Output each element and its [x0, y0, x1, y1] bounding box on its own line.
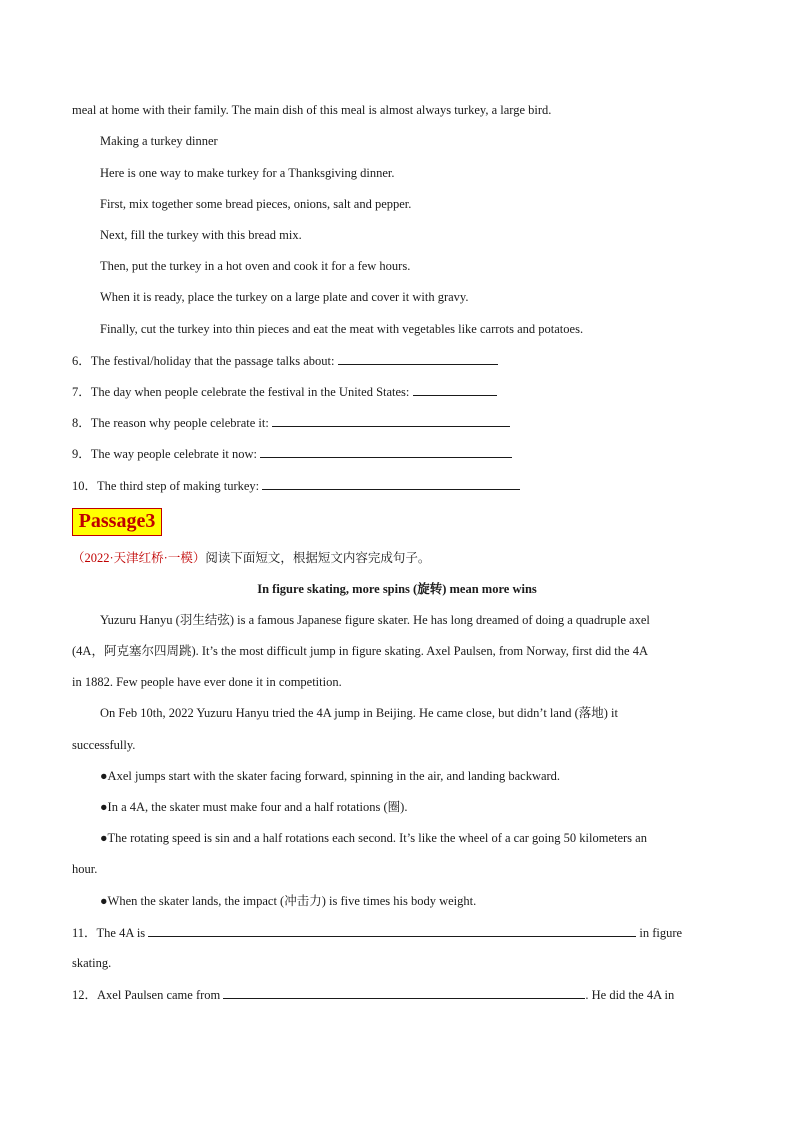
- para1-line: (4A，阿克塞尔四周跳). It’s the most difficult jump in figure skating. Axel Paulsen, from Norway, first did the 4A: [72, 644, 648, 658]
- question-11: [72, 924, 682, 941]
- para1-line: in 1882. Few people have ever done it in competition.: [72, 675, 342, 689]
- passage3-instruction: 阅读下面短文，根据短文内容完成句子。: [205, 551, 431, 565]
- answer-blank[interactable]: [413, 383, 497, 396]
- recipe-line: Next, fill the turkey with this bread mix.: [100, 228, 302, 242]
- passage3-title: In figure skating, more spins (旋转) mean more wins: [257, 582, 537, 596]
- answer-blank[interactable]: [272, 414, 510, 427]
- question-number: 12．: [72, 988, 98, 1002]
- question-number: 9．: [72, 447, 91, 461]
- question-number: 10．: [72, 479, 98, 493]
- recipe-line: First, mix together some bread pieces, onions, salt and pepper.: [100, 197, 412, 211]
- bullet-item: ●In a 4A, the skater must make four and a half rotations (圈).: [100, 800, 408, 814]
- question-number: 8．: [72, 416, 91, 430]
- recipe-line: Finally, cut the turkey into thin pieces and eat the meat with vegetables like carrots and potatoes.: [100, 322, 584, 336]
- bullet-item: ●Axel jumps start with the skater facing forward, spinning in the air, and landing backward.: [100, 769, 561, 783]
- recipe-line: Here is one way to make turkey for a Thanksgiving dinner.: [100, 166, 395, 180]
- answer-blank[interactable]: [338, 352, 498, 365]
- question-7: [72, 383, 497, 400]
- answer-blank[interactable]: [223, 986, 585, 999]
- question-11-cont: skating.: [72, 956, 112, 970]
- passage2-intro-tail: meal at home with their family. The main dish of this meal is almost always turkey, a large bird.: [72, 103, 552, 117]
- question-12: [72, 986, 674, 1003]
- question-number: 11．: [72, 926, 97, 940]
- recipe-line: When it is ready, place the turkey on a large plate and cover it with gravy.: [100, 290, 469, 304]
- bullet-item-cont: hour.: [72, 862, 98, 876]
- question-6: [72, 352, 498, 369]
- para2-line: On Feb 10th, 2022 Yuzuru Hanyu tried the 4A jump in Beijing. He came close, but didn’t land (落地) it: [100, 706, 618, 720]
- question-text: The festival/holiday that the passage talks about:: [90, 354, 335, 368]
- question-number: 6．: [72, 354, 91, 368]
- para1-line: Yuzuru Hanyu (羽生结弦) is a famous Japanese figure skater. He has long dreamed of doing a quadruple axel: [100, 613, 650, 627]
- passage3-source: （2022·天津红桥·一模）: [72, 551, 206, 565]
- question-text: The day when people celebrate the festival in the United States:: [90, 385, 410, 399]
- bullet-item: ●The rotating speed is sin and a half rotations each second. It’s like the wheel of a car going 50 kilometers an: [100, 831, 647, 845]
- question-8: [72, 414, 510, 431]
- question-text: The way people celebrate it now:: [90, 447, 258, 461]
- answer-blank[interactable]: [148, 924, 636, 937]
- bullet-item: ●When the skater lands, the impact (冲击力) is five times his body weight.: [100, 894, 477, 908]
- question-text: The 4A is: [96, 926, 146, 940]
- question-number: 7．: [72, 385, 91, 399]
- question-text-after: . He did the 4A in: [585, 988, 675, 1002]
- recipe-title: Making a turkey dinner: [100, 134, 218, 148]
- question-text: The third step of making turkey:: [97, 479, 260, 493]
- passage3-instruction-line: [72, 550, 430, 566]
- answer-blank[interactable]: [262, 477, 520, 490]
- question-text-after: in figure: [639, 926, 683, 940]
- question-text: Axel Paulsen came from: [97, 988, 221, 1002]
- question-text: The reason why people celebrate it:: [90, 416, 269, 430]
- passage3-label: Passage3: [72, 508, 162, 536]
- question-10: [72, 477, 520, 494]
- recipe-line: Then, put the turkey in a hot oven and cook it for a few hours.: [100, 259, 411, 273]
- para2-line: successfully.: [72, 738, 136, 752]
- answer-blank[interactable]: [260, 445, 512, 458]
- question-9: [72, 445, 512, 462]
